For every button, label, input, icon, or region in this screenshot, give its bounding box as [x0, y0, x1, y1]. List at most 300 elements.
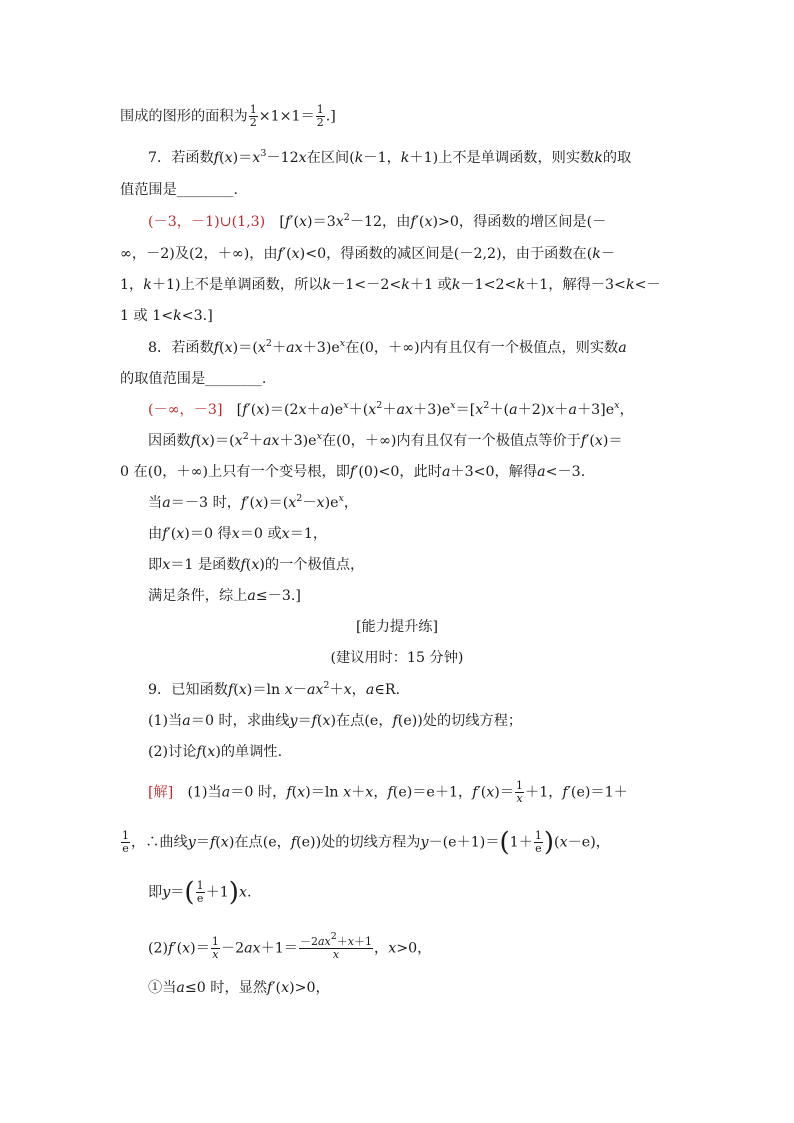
text-segment: (	[184, 877, 195, 908]
text-segment: e	[122, 842, 129, 855]
text-segment: x	[298, 402, 307, 418]
text-segment: )＝ln	[246, 682, 285, 698]
answer-text: (－∞，－3]	[148, 402, 223, 418]
text-segment: (	[554, 834, 560, 851]
text-segment: x	[256, 402, 265, 418]
text-segment: －12，由	[349, 214, 411, 230]
text-segment: (	[201, 744, 208, 760]
text-segment: －2	[299, 935, 318, 948]
text-segment: f	[562, 784, 568, 801]
text-segment: ＋	[306, 402, 321, 418]
text-segment: ′(	[247, 402, 257, 418]
text-segment: ＋3)e	[413, 402, 451, 418]
text-segment: ∞，－2)及(2，＋∞)，由	[120, 246, 278, 262]
text-segment: x	[251, 557, 260, 573]
text-segment: (建议用时：15 分钟)	[330, 650, 464, 666]
answer-7	[148, 212, 708, 232]
text-segment: 值范围是________.	[120, 182, 239, 198]
text-segment: 2	[483, 400, 490, 411]
text-segment: )＝0 得	[184, 526, 232, 542]
text-segment: y	[187, 834, 196, 851]
text-segment: 1 或 1<	[120, 308, 174, 324]
text-segment: .	[246, 884, 252, 901]
text-segment: ＋1	[354, 935, 373, 948]
text-segment: f	[267, 980, 273, 996]
text-line	[120, 244, 680, 264]
text-segment: ＋1＝	[260, 940, 298, 957]
text-segment: 1	[316, 103, 324, 116]
text-segment: x	[224, 340, 233, 356]
text-segment: 在区间(	[306, 150, 355, 166]
text-line	[148, 555, 708, 575]
fraction	[534, 830, 543, 855]
question-9	[148, 680, 708, 700]
text-segment: ax	[286, 340, 303, 356]
text-segment: (2)讨论	[148, 744, 197, 760]
text-segment: <3.]	[181, 308, 213, 324]
text-segment: ＋1，解得－3<	[525, 277, 626, 293]
text-segment: k	[451, 277, 461, 293]
text-segment: 3	[260, 148, 267, 159]
solution-9	[148, 780, 708, 805]
text-segment: f	[162, 526, 168, 542]
text-segment: x	[257, 340, 266, 356]
text-segment: 由	[148, 526, 163, 542]
text-segment: 1	[122, 829, 129, 842]
text-segment: f	[242, 402, 248, 418]
text-segment: ′(e)＝1＋	[567, 784, 628, 801]
text-segment: (2)	[148, 940, 169, 957]
text-line	[120, 462, 680, 482]
text-segment: x	[559, 834, 568, 851]
text-segment: 7．若函数	[148, 150, 214, 166]
fraction	[316, 104, 325, 129]
text-segment: x	[281, 980, 290, 996]
text-segment: ，	[343, 495, 359, 511]
text-segment: x	[614, 400, 620, 411]
text-segment: x	[298, 214, 307, 230]
text-segment: x	[238, 682, 247, 698]
text-segment: [能力提升练]	[355, 619, 438, 635]
text-segment: 围成的图形的面积为	[120, 108, 248, 125]
text-segment: (	[316, 713, 323, 729]
text-segment: ＝0 时，	[230, 784, 287, 801]
text-segment: x	[424, 214, 433, 230]
text-segment: ，∴曲线	[131, 834, 188, 851]
text-segment: f	[190, 433, 196, 449]
text-segment: x	[343, 784, 352, 801]
text-segment: x	[343, 682, 352, 698]
text-segment: 因函数	[148, 433, 191, 449]
text-segment: x	[368, 402, 377, 418]
text-segment: x	[281, 526, 290, 542]
text-segment: 2	[249, 116, 257, 129]
text-segment: 2	[242, 431, 249, 442]
text-segment: ＋	[248, 433, 263, 449]
text-segment: 2	[296, 493, 303, 504]
text-segment: k	[592, 246, 601, 262]
text-segment: f	[410, 214, 416, 230]
text-segment: e	[196, 892, 204, 905]
text-segment: (	[499, 827, 510, 858]
text-segment: )在点(e，	[330, 713, 393, 729]
text-segment: f	[392, 713, 398, 729]
text-segment: (	[215, 834, 221, 851]
text-segment: x	[220, 834, 229, 851]
text-segment: )＝(	[209, 433, 235, 449]
text-segment: ∈R.	[374, 682, 401, 698]
text-segment: [	[222, 402, 243, 418]
text-segment: 8．若函数	[148, 340, 214, 356]
text-segment: (e))处的切线方程；	[397, 713, 523, 729]
text-segment: (e))处的切线方程为	[296, 834, 421, 851]
text-segment: f	[472, 784, 478, 801]
text-segment: x	[162, 557, 171, 573]
text-segment: 2	[376, 400, 383, 411]
text-segment: －2	[220, 940, 245, 957]
text-segment: f	[286, 784, 292, 801]
text-line	[148, 431, 708, 451]
text-segment: 在(0，＋∞)内有且仅有一个极值点等价于	[321, 433, 581, 449]
text-segment: a	[162, 495, 171, 511]
text-segment: 当	[148, 495, 163, 511]
text-segment: x	[450, 400, 456, 411]
text-segment: －1<2<	[460, 277, 517, 293]
text-segment: a	[320, 402, 330, 418]
text-segment: ≤－3.]	[255, 588, 301, 604]
text-segment: 1	[211, 935, 219, 948]
text-segment: ，	[373, 784, 388, 801]
fraction	[121, 830, 130, 855]
text-line	[148, 524, 708, 544]
text-segment: )>0，	[289, 980, 330, 996]
text-segment: 在(0，＋∞)内有且仅有一个极值点，则实数	[345, 340, 619, 356]
text-segment: x	[234, 433, 243, 449]
text-segment: f	[580, 433, 587, 449]
text-segment: ，	[374, 940, 389, 957]
text-segment: －	[302, 495, 317, 511]
fraction	[515, 780, 524, 805]
fraction	[299, 931, 373, 961]
text-segment: a	[568, 402, 577, 418]
question-9-part-2	[148, 742, 708, 762]
text-segment: (	[233, 682, 239, 698]
text-segment: f	[240, 557, 246, 573]
text-segment: (e)＝e＋1，	[392, 784, 473, 801]
text-segment: ax	[396, 402, 414, 418]
text-segment: ＋1 或	[409, 277, 452, 293]
text-segment: ，	[351, 682, 366, 698]
text-segment: ≤0 时，显然	[184, 980, 268, 996]
section-heading	[0, 617, 794, 637]
text-segment: 即	[148, 884, 163, 901]
fraction	[196, 880, 205, 905]
text-segment: f	[387, 784, 393, 801]
text-segment: ＋1	[205, 884, 229, 901]
text-segment: f	[290, 834, 297, 851]
text-line	[120, 104, 680, 129]
text-segment: x	[365, 784, 374, 801]
text-segment: f	[168, 940, 174, 957]
text-segment: x	[347, 935, 355, 948]
text-segment: x	[284, 682, 293, 698]
text-segment: ax	[317, 935, 331, 948]
text-segment: .]	[325, 108, 336, 125]
text-segment: 的取	[602, 150, 632, 166]
text-segment: ＝0 或	[239, 526, 282, 542]
text-segment: )>0，得函数的增区间是(－	[432, 214, 607, 230]
text-segment: x	[335, 214, 344, 230]
text-segment: x	[291, 246, 300, 262]
text-segment: ax	[306, 682, 324, 698]
text-segment: k	[173, 308, 182, 324]
section-subheading	[0, 648, 794, 668]
text-segment: ①当	[148, 980, 177, 996]
text-segment: －1，	[363, 150, 401, 166]
text-segment: ＋2)	[517, 402, 547, 418]
text-segment: ＋	[329, 682, 344, 698]
text-line	[120, 369, 680, 389]
text-segment: ＋1)上不是单调函数，所以	[151, 277, 323, 293]
text-segment: ＋(	[489, 402, 510, 418]
text-segment: ＝1，	[289, 526, 328, 542]
text-segment: ′(	[282, 246, 292, 262]
question-8	[148, 338, 708, 358]
text-segment: f	[213, 150, 220, 166]
text-segment: k	[322, 277, 332, 293]
text-segment: y	[162, 884, 171, 901]
text-segment: ′(	[586, 433, 595, 449]
fraction	[211, 936, 220, 961]
text-segment: )e	[329, 402, 344, 418]
text-segment: ＋3]e	[576, 402, 615, 418]
text-segment: a	[537, 464, 546, 480]
text-segment: －	[600, 246, 616, 262]
text-segment: x	[288, 495, 297, 511]
text-segment: ax	[244, 940, 261, 957]
text-segment: )的一个极值点，	[259, 557, 365, 573]
text-segment: y	[289, 713, 298, 729]
text-segment: ＋	[336, 935, 348, 948]
question-9-part-1	[148, 711, 708, 731]
text-segment: ＋	[351, 784, 366, 801]
text-segment: f	[196, 744, 202, 760]
text-segment: x	[594, 433, 603, 449]
text-segment: [	[265, 214, 285, 230]
text-segment: )<0，得函数的减区间是(－2,2)，由于函数在(	[299, 246, 593, 262]
text-segment: ×1×1＝	[258, 108, 315, 125]
text-segment: f	[227, 682, 234, 698]
text-segment: a	[509, 402, 518, 418]
text-segment: 2	[343, 212, 350, 223]
text-segment: a	[441, 464, 451, 480]
text-line	[148, 493, 708, 513]
text-segment: )＝(2	[264, 402, 299, 418]
text-segment: a	[182, 713, 191, 729]
text-segment: x	[176, 526, 185, 542]
text-segment: x	[201, 433, 210, 449]
text-segment: k	[143, 277, 152, 293]
text-segment: )的单调性.	[215, 744, 283, 760]
text-segment: (1)当	[148, 713, 183, 729]
text-segment: －	[292, 682, 307, 698]
text-segment: ′(	[477, 784, 487, 801]
text-segment: 2	[323, 680, 330, 691]
text-segment: x	[338, 493, 344, 504]
text-segment: ＝1 是函数	[170, 557, 241, 573]
text-segment: a	[365, 682, 375, 698]
text-segment: )＝(	[232, 340, 258, 356]
text-segment: )	[228, 877, 239, 908]
text-segment: (	[219, 150, 225, 166]
text-segment: ′(0)<0，此时	[355, 464, 442, 480]
text-segment: x	[298, 150, 307, 166]
text-segment: ＋	[382, 402, 397, 418]
text-line	[148, 931, 708, 961]
text-line	[148, 877, 708, 908]
text-segment: ′(	[173, 940, 183, 957]
text-segment: x	[316, 495, 325, 511]
text-segment: )在点(e，	[228, 834, 291, 851]
text-line	[148, 978, 708, 998]
text-segment: x	[207, 744, 216, 760]
text-segment: >0，	[396, 940, 432, 957]
text-segment: )＝ln	[305, 784, 344, 801]
text-segment: f	[311, 713, 317, 729]
text-segment: )e	[324, 495, 339, 511]
text-segment: (	[245, 557, 252, 573]
text-segment: ＋(	[348, 402, 369, 418]
text-segment: x	[316, 431, 322, 442]
text-segment: )	[543, 827, 555, 858]
text-segment: ＋1)上不是单调函数，则实数	[409, 150, 595, 166]
text-segment: x	[297, 784, 306, 801]
text-line	[120, 306, 680, 326]
text-line	[120, 827, 680, 858]
text-segment: <－3.	[545, 464, 586, 480]
text-segment: y	[420, 834, 429, 851]
text-segment: ＝	[170, 884, 185, 901]
text-segment: )＝(	[263, 495, 289, 511]
text-segment: －e)，	[567, 834, 610, 851]
text-segment: 1＋	[509, 834, 533, 851]
text-segment: x	[212, 948, 219, 961]
text-segment: x	[343, 400, 349, 411]
text-segment: k	[400, 150, 410, 166]
text-segment: f	[240, 495, 247, 511]
text-segment: 1，	[120, 277, 144, 293]
text-segment: (	[291, 784, 298, 801]
text-segment: －1<－2<	[331, 277, 402, 293]
text-segment: x	[516, 792, 523, 805]
text-segment: x	[252, 150, 261, 166]
text-segment: ＋	[271, 340, 287, 356]
text-segment: 1	[196, 879, 204, 892]
text-segment: ＋3<0，解得	[450, 464, 538, 480]
question-7	[148, 148, 708, 168]
text-segment: －(e＋1)＝	[428, 834, 500, 851]
text-segment: f	[349, 464, 356, 480]
text-segment: )＝	[494, 784, 515, 801]
text-segment: (	[195, 433, 202, 449]
text-line	[148, 586, 708, 606]
text-segment: －12	[266, 150, 299, 166]
text-segment: 即	[148, 557, 163, 573]
text-segment: ′(	[246, 495, 255, 511]
text-segment: ′(	[290, 214, 299, 230]
text-segment: x	[332, 948, 340, 961]
text-segment: 0 在(0，＋∞)上只有一个变号根，即	[120, 464, 350, 480]
text-segment: x	[231, 526, 240, 542]
text-segment: ′(	[415, 214, 425, 230]
text-segment: )＝	[190, 940, 210, 957]
text-segment: f	[209, 834, 216, 851]
text-segment: )＝	[232, 150, 253, 166]
text-segment: ＋1，	[525, 784, 563, 801]
text-segment: a	[176, 980, 185, 996]
text-segment: (	[219, 340, 225, 356]
text-segment: x	[388, 940, 397, 957]
text-segment: x	[339, 338, 346, 349]
text-segment: k	[401, 277, 410, 293]
text-segment: f	[284, 214, 291, 230]
text-segment: f	[277, 246, 283, 262]
text-segment: <－	[634, 277, 661, 293]
text-segment: ＝0 时，求曲线	[190, 713, 290, 729]
text-segment: x	[255, 495, 264, 511]
text-segment: 1	[516, 779, 524, 792]
text-line	[120, 275, 680, 295]
text-segment: x	[182, 940, 191, 957]
text-segment: ＋3)e	[302, 340, 340, 356]
text-segment: a	[247, 588, 256, 604]
text-segment: ＋	[554, 402, 569, 418]
text-segment: ′(	[167, 526, 177, 542]
text-segment: x	[486, 784, 495, 801]
text-segment: ax	[262, 433, 280, 449]
text-segment: x	[238, 884, 247, 901]
text-segment: ＝	[297, 713, 312, 729]
text-segment: k	[594, 150, 603, 166]
text-segment: 1	[249, 103, 257, 116]
text-segment: 1	[534, 829, 542, 842]
text-segment: x	[322, 713, 331, 729]
text-segment: (1)当	[173, 784, 222, 801]
text-segment: x	[475, 402, 484, 418]
text-segment: 2	[316, 116, 324, 129]
text-segment: f	[213, 340, 220, 356]
text-segment: ＝－3 时，	[170, 495, 241, 511]
text-segment: k	[354, 150, 364, 166]
text-segment: e	[535, 842, 542, 855]
text-segment: )＝	[602, 433, 623, 449]
text-segment: ′(	[272, 980, 282, 996]
text-segment: ＝	[195, 834, 210, 851]
text-segment: 2	[265, 338, 272, 349]
text-segment: 9．已知函数	[148, 682, 228, 698]
text-segment: )＝3	[307, 214, 336, 230]
fraction	[249, 104, 258, 129]
text-segment: ＋3)e	[279, 433, 317, 449]
text-segment: ，	[619, 402, 634, 418]
text-segment: x	[224, 150, 233, 166]
solution-label: [解]	[148, 784, 174, 801]
answer-text: (－3，－1)∪(1,3)	[148, 214, 266, 230]
text-segment: 满足条件，综上	[148, 588, 248, 604]
text-line	[120, 180, 680, 200]
text-segment: x	[546, 402, 555, 418]
text-segment: 的取值范围是________.	[120, 371, 267, 387]
